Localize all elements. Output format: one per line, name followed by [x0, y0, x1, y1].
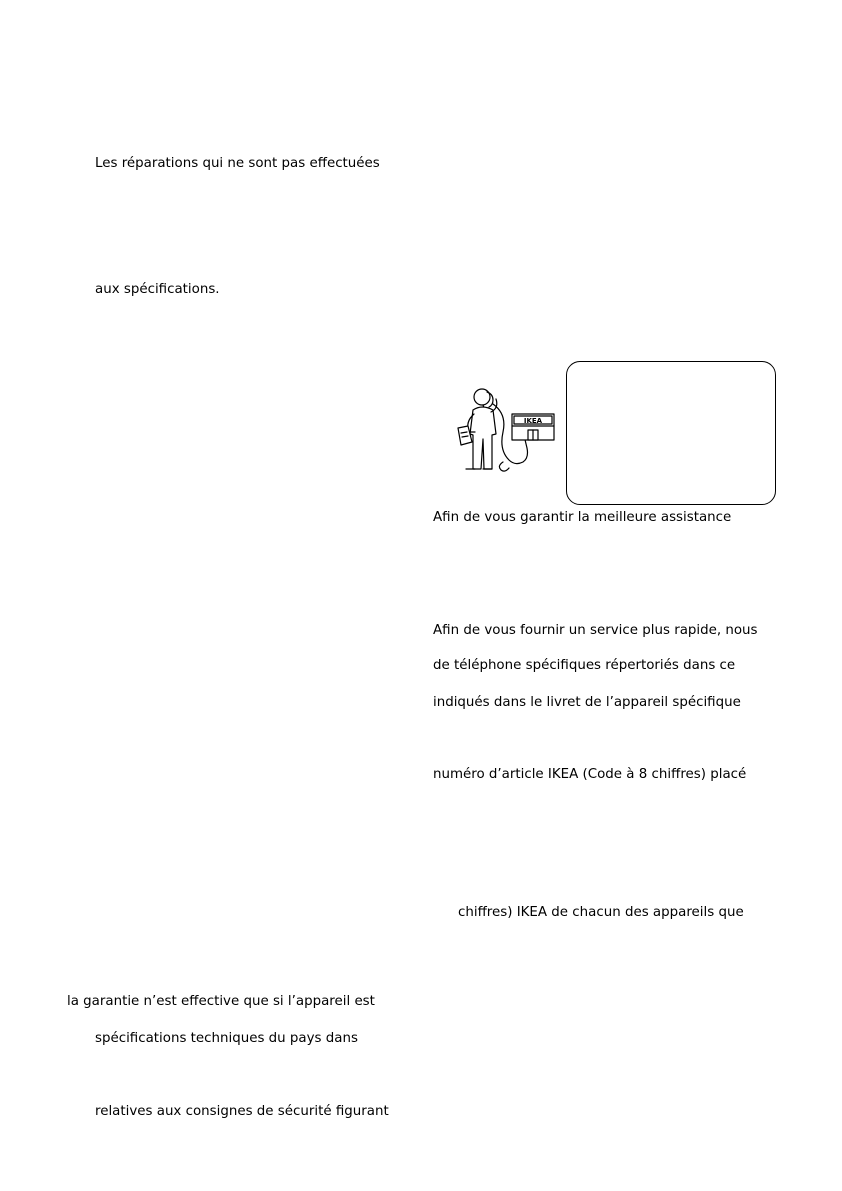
right-text-line-3: de téléphone spécifiques répertoriés dans ce	[433, 658, 736, 673]
right-text-line-1: Afin de vous garantir la meilleure assistance	[433, 510, 732, 525]
right-text-line-5: numéro d’article IKEA (Code à 8 chiffres) placé	[433, 767, 747, 782]
left-text-line-3: la garantie n’est effective que si l’appareil est	[67, 994, 375, 1009]
right-text-line-2: Afin de vous fournir un service plus rapide, nous	[433, 623, 758, 638]
person-phoning-ikea-icon	[440, 382, 560, 478]
right-text-line-4: indiqués dans le livret de l’appareil spécifique	[433, 695, 741, 710]
left-text-line-4: spécifications techniques du pays dans	[95, 1031, 358, 1046]
ikea-store-sign: IKEA	[523, 417, 543, 425]
left-text-line-1: Les réparations qui ne sont pas effectuées	[95, 156, 380, 171]
right-text-line-6: chiffres) IKEA de chacun des appareils que	[458, 905, 744, 920]
left-text-line-5: relatives aux consignes de sécurité figurant	[95, 1104, 389, 1119]
info-box	[566, 361, 776, 505]
left-text-line-2: aux spécifications.	[95, 282, 220, 297]
